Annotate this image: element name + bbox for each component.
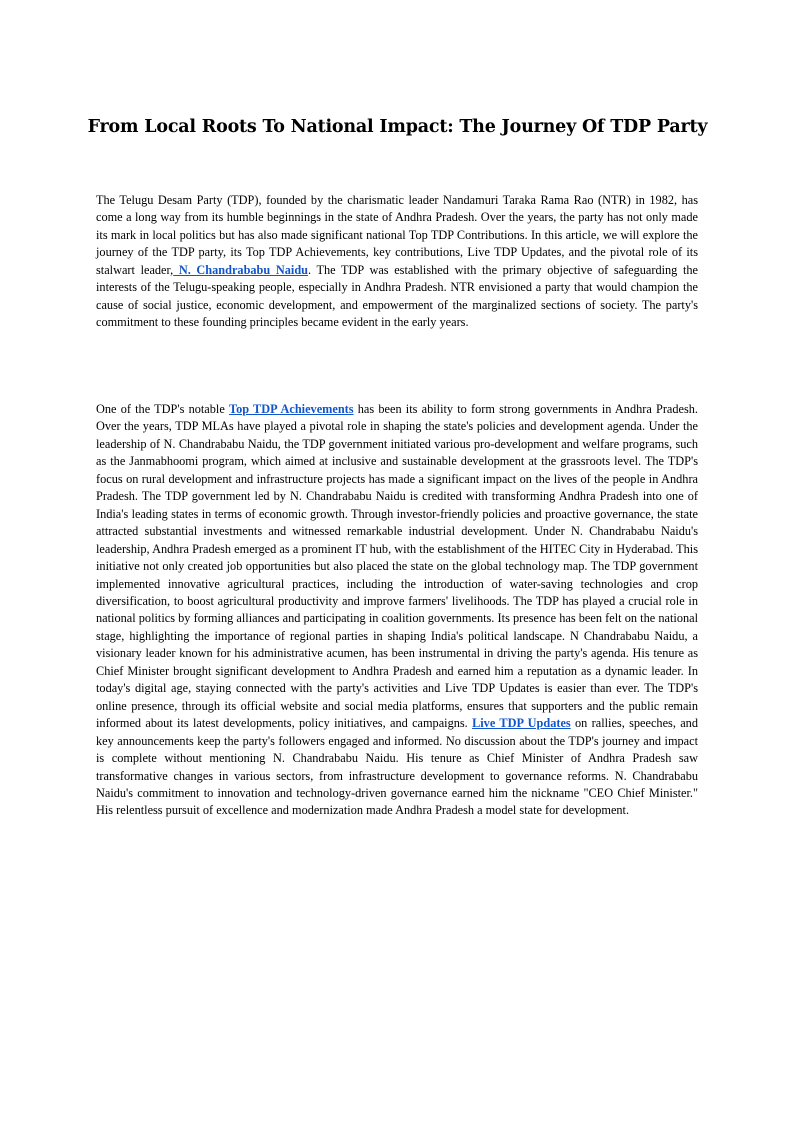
link-top-tdp-achievements[interactable]: Top TDP Achievements (229, 402, 354, 416)
link-chandrababu-naidu[interactable]: N. Chandrababu Naidu (173, 262, 309, 277)
achievements-text-end: on rallies, speeches, and key announcements keep the party's followers engaged and informed. No discussion about the TDP's journey and impact is complete without mentioning N. Chandrababu Naidu. His tenure as Chief Minister of Andhra Pradesh saw transformative changes in various sectors, from infrastructure development to governance reforms. N. Chandrababu Naidu's commitment to innovation and technology-driven governance earned him the nickname "CEO Chief Minister." His relentless pursuit of excellence and modernization made Andhra Pradesh a model state for development. (96, 716, 698, 818)
intro-text-before-link: The Telugu Desam Party (TDP), founded by the charismatic leader Nandamuri Taraka Rama Rao (NTR) in 1982, has come a long way from its humble beginnings in the state of Andhra Pradesh. Over the years, the party has not only made its mark in local politics but has also made significant national Top TDP Contributions. In this article, we will explore the journey of the TDP party, its Top TDP Achievements, key contributions, Live TDP Updates, and the pivotal role of its stalwart leader, (96, 193, 698, 277)
link-live-tdp-updates[interactable]: Live TDP Updates (472, 716, 571, 731)
achievements-paragraph (96, 401, 698, 820)
intro-text-after-link: . The TDP was established with the primary objective of safeguarding the interests of the Telugu-speaking people, especially in Andhra Pradesh. NTR envisioned a party that would champion the cause of social justice, economic development, and empowerment of the marginalized sections of society. The party's commitment to these founding principles became evident in the early years. (96, 262, 698, 330)
page-title: From Local Roots To National Impact: The Journey Of TDP Party (87, 117, 708, 137)
intro-paragraph (96, 192, 698, 332)
achievements-text-middle: has been its ability to form strong governments in Andhra Pradesh. Over the years, TDP MLAs have played a pivotal role in shaping the state's policies and development agenda. Under the leadership of N. Chandrababu Naidu, the TDP government initiated various pro-development and welfare programs, such as the Janmabhoomi program, which aimed at inclusive and sustainable development at the grassroots level. The TDP's focus on rural development and infrastructure projects has made a significant impact on the lives of the people in Andhra Pradesh. The TDP government led by N. Chandrababu Naidu is credited with transforming Andhra Pradesh into one of India's leading states in terms of economic growth. Through investor-friendly policies and proactive governance, the state attracted substantial investments and witnessed remarkable industrial development. Under N. Chandrababu Naidu's leadership, Andhra Pradesh emerged as a prominent IT hub, with the establishment of the HITEC City in Hyderabad. This initiative not only created job opportunities but also placed the state on the global technology map. The TDP government implemented innovative agricultural practices, including the introduction of water-saving technologies and crop diversification, to boost agricultural productivity and improve farmers' livelihoods. The TDP has played a crucial role in national politics by forming alliances and participating in coalition governments. Its presence has been felt on the national stage, highlighting the importance of regional parties in shaping India's political landscape. N Chandrababu Naidu, a visionary leader known for his administrative acumen, has been instrumental in driving the party's agenda. His tenure as Chief Minister brought significant development to Andhra Pradesh and earned him a reputation as a dynamic leader. In today's digital age, staying connected with the party's activities and Live TDP Updates is easier than ever. The TDP's online presence, through its official website and social media platforms, ensures that supporters and the public remain informed about its latest developments, policy initiatives, and campaigns. (96, 402, 699, 731)
achievements-text-start: One of the TDP's notable (96, 402, 229, 416)
